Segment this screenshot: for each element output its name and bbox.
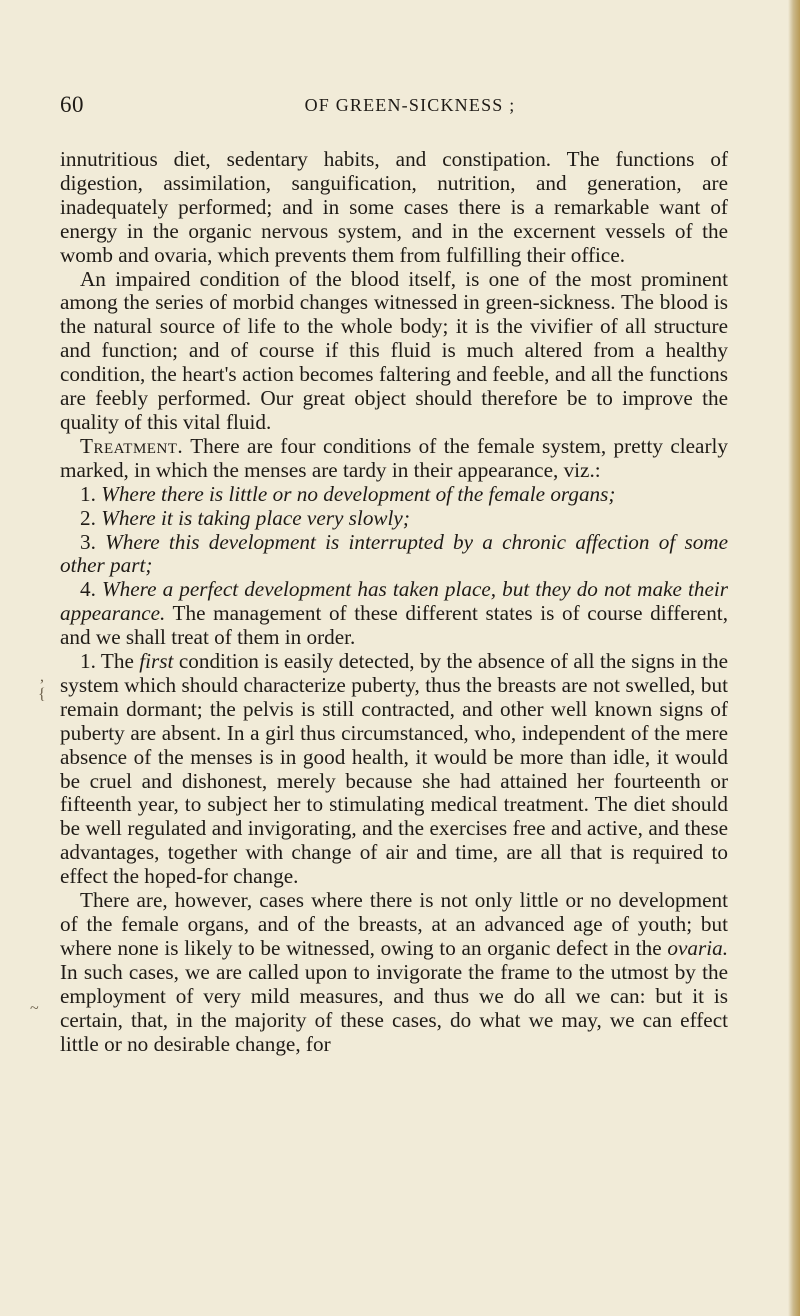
- paragraph: Treatment. There are four conditions of the female system, pretty clearly marked, in which the menses are tardy in their appearance, viz.:: [60, 433, 728, 482]
- paragraph: An impaired condition of the blood itself, is one of the most prominent among the series of morbid changes witnessed in green-sickness. The blood is the natural source of life to the whole body; it is the vivifier of all structure and function; and of course if this fluid is much altered from a healthy condition, the heart's action becomes faltering and feeble, and all the functions are feebly performed. Our great object should therefore be to improve the quality of this vital fluid.: [60, 266, 728, 434]
- list-item: 2. Where it is taking place very slowly;: [80, 505, 410, 530]
- body-text: [60, 148, 728, 1056]
- paragraph: There are, however, cases where there is not only little or no development of the female organs, and of the breasts, at an advanced age of youth; but where none is likely to be witnessed, owing to an organic defect in the ovaria. In such cases, we are called upon to invigorate the frame to the utmost by the employment of very mild measures, and thus we do all we can: but it is certain, that, in the majority of these cases, do what we may, we can effect little or no desirable change, for: [60, 888, 728, 1056]
- page-header: [60, 92, 720, 122]
- paragraph: 1. The first condition is easily detected, by the absence of all the signs in the system which should characterize puberty, thus the breasts are not swelled, but remain dormant; the pelvis is still contracted, and other well known signs of puberty are absent. In a girl thus circumstanced, who, independent of the mere absence of the menses is in good health, it would be more than idle, it would be cruel and dishonest, merely because she had attained her fourteenth or fifteenth year, to subject her to stimulating medical treatment. The diet should be well regulated and invigorating, and the exercises free and active, and these advantages, together with change of air and time, are all that is required to effect the hoped-for change.: [60, 649, 728, 889]
- page-number: 60: [60, 92, 84, 117]
- list-item: 4. Where a perfect development has taken place, but they do not make their appearance. The management of these different states is of course different, and we shall treat of them in order.: [60, 577, 728, 650]
- paragraph: innutritious diet, sedentary habits, and constipation. The functions of digestion, assimilation, sanguification, nutrition, and generation, are inadequately performed; and in some cases there is a remarkable want of energy in the organic nervous system, and in the excernent vessels of the womb and ovaria, which prevents them from fulfilling their office.: [60, 147, 728, 267]
- margin-mark: {: [38, 686, 46, 703]
- section-heading: Treatment.: [80, 433, 184, 458]
- list-item: 3. Where this development is interrupted by a chronic affection of some other part;: [60, 529, 728, 578]
- running-head: OF GREEN-SICKNESS ;: [304, 95, 516, 115]
- margin-mark: ,: [40, 668, 44, 685]
- list-item: 1. Where there is little or no development of the female organs;: [80, 481, 616, 506]
- page-edge: [788, 0, 800, 1316]
- margin-mark: ~: [30, 1000, 39, 1017]
